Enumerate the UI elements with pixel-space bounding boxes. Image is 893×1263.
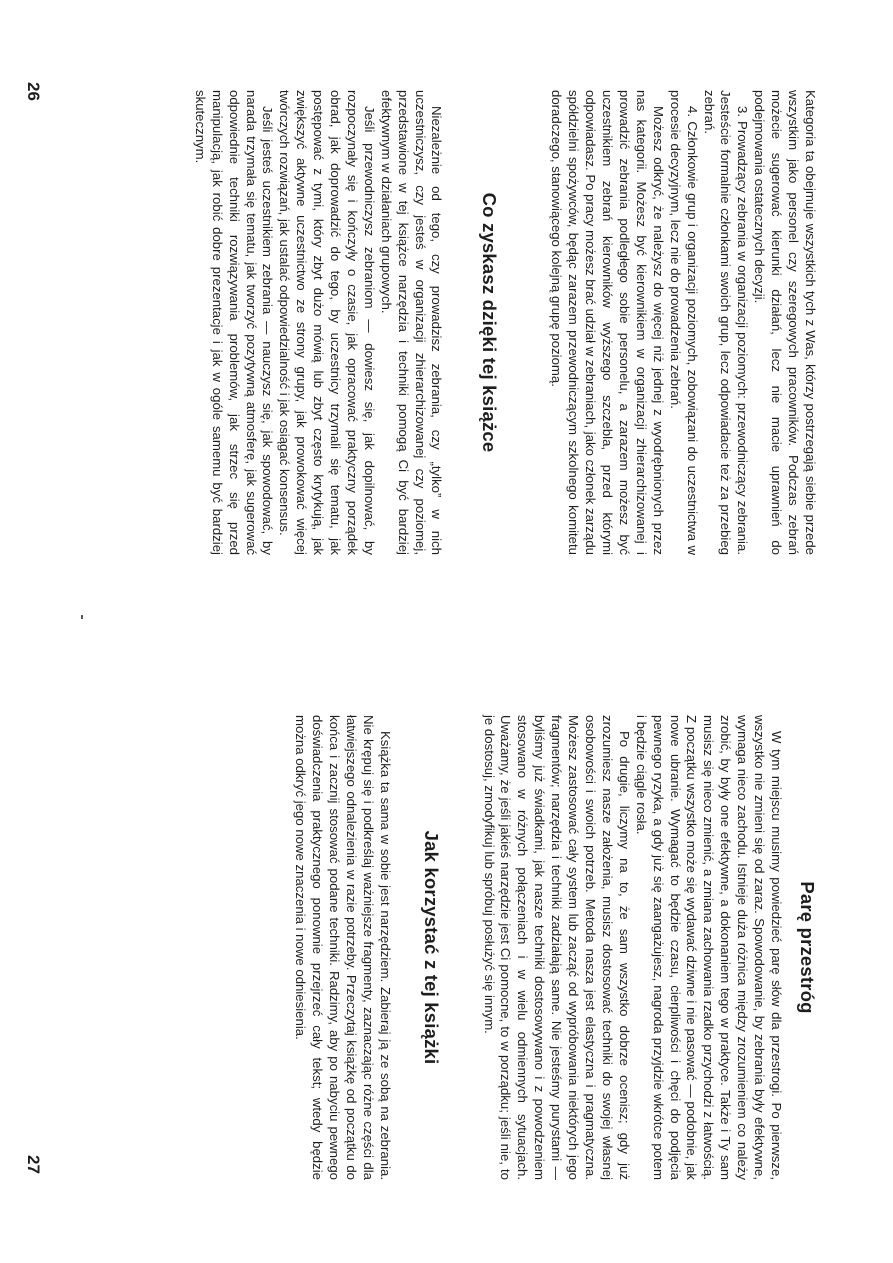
- paragraph: W tym miejscu musimy powiedzieć parę słów dla przestrogi. Po pierwsze, wszystko nie zmieni się od zaraz. Spowodowanie, by zebrania były efektywne, wymaga nieco zachodu. Istnieje duża różnica między zrozumieniem co należy zrobić, by były one efektywne, a dokonaniem tego w praktyce. Także i Ty sam musisz się nieco zmienić, a zmiana zachowania rzadko przychodzi z łatwością. Z początku wszystko może się wydawać dziwne i nie pasować — podobnie, jak nowe ubranie. Wymagać to będzie czasu, cierpliwości i chęci do podjęcia pewnego ryzyka, a gdy już się zaangażujesz, nagroda przyjdzie wkrótce potem i będzie ciągle rosła.: [633, 715, 784, 1180]
- scan-mark: [81, 615, 83, 619]
- paragraph: Książka ta sama w sobie jest narzędziem. Zabieraj ją ze sobą na zebrania. Nie krępuj się i podkreślaj ważniejsze fragmenty, zaznaczając różne części dla łatwiejszego odnalezienia w razie potrzeby. Przeczytaj książkę od początku do końca i zacznij stosować podane techniki. Radzimy, aby po nabyciu pewnego doświadczenia praktycznego ponownie przejrzeć cały tekst; wtedy będzie można odkryć jego nowe znaczenia i nowe odniesienia.: [293, 715, 393, 1180]
- paragraph: Możesz odkryć, że należysz do więcej niż jednej z wyodrębnionych przez nas kategorii. Możesz być kierownikiem w organizacji zhierarchizowanej i prowadzić zebrania podległego sobie personelu, a zarazem możesz być uczestnikiem zebrań kierowników wyższego szczebla, przed którymi odpowiadasz. Po pracy możesz brać udział w zebraniach, jako członek zarządu spółdzielni spożywców, będąc zarazem przewodniczącym szkolnego komitetu doradczego, stanowiącego kolejną grupę poziomą.: [549, 90, 666, 555]
- paragraph: Niezależnie od tego, czy prowadzisz zebrania, czy „tylko” w nich uczestniczysz, czy jesteś w organizacji zhierarchizowanej czy poziomej, przedstawione w tej książce narzędzia i techniki pomogą Ci być bardziej efektywnym w działaniach grupowych.: [378, 90, 445, 555]
- paragraph: Kategoria ta obejmuje wszystkich tych z Was, którzy postrzegają siebie przede wszystkim jako personel czy szeregowych pracowników. Podczas zebrań możecie sugerować kierunki działań, lecz nie macie uprawnień do podejmowania ostatecznych decyzji.: [752, 90, 818, 555]
- paragraph: Jeśli jesteś uczestnikiem zebrania — nauczysz się, jak spowodować, by narada trzymała się tematu, jak tworzyć pozytywną atmosferę, jak sugerować odpowiednie techniki rozwiązywania problemów, jak strzec się przed manipulacją, jak robić dobre prezentacje i jak w ogóle samemu być bardziej skutecznym.: [192, 90, 276, 555]
- left-page: [0, 0, 893, 630]
- paragraph: Jeśli przewodniczysz zebraniom — dowiesz się, jak dopilnować, by rozpoczynały się i kończyły o czasie, jak opracować praktyczny porządek obrad, jak doprowadzić do tego, by uczestnicy trzymali się tematu, jak postępować z tymi, który zbyt dużo mówią lub zbyt często krytykują, jak zwiększyć aktywne uczestnictwo ze strony grupy, jak prowokować więcej twórczych rozwiązań, jak ustalać odpowiedzialność i jak osiągać konsensus.: [277, 90, 377, 555]
- page-number: 27: [24, 1155, 43, 1174]
- right-page: [0, 633, 893, 1263]
- paragraph: Po drugie, liczymy na to, że sam wszystko dobrze ocenisz; gdy już zrozumiesz nasze założenia, musisz dostosować techniki do swojej własnej osobowości i swoich potrzeb. Metoda nasza jest elastyczna i pragmatyczna. Możesz zastosować cały system lub zacząć od wypróbowania niektórych jego fragmentów; narzędzia i techniki zadziałają same. Nie jesteśmy purystami — byliśmy już świadkami, jak nasze techniki dostosowywano i z powodzeniem stosowano w różnych połączeniach i w wielu odmiennych sytuacjach. Uważamy, że jeśli jakieś narzędzie jest Ci pomocne, to w porządku; jeśli nie, to je dostosuj, zmodyfikuj lub spróbuj posłużyć się innym.: [481, 715, 632, 1180]
- page-number: 26: [24, 82, 43, 101]
- right-page-text-column: [291, 715, 818, 1180]
- page-title: Parę przestróg: [797, 881, 818, 1014]
- left-page-text-column: [191, 90, 818, 555]
- section-heading: Co zyskasz dzięki tej książce: [479, 192, 501, 453]
- paragraph: 3. Prowadzący zebrania w organizacji poziomych: przewodniczący zebrania. Jesteście formalnie członkami swoich grup, lecz odpowiadacie też za przebieg zebrań.: [701, 90, 751, 555]
- section-heading: Jak korzystać z tej książki: [420, 830, 442, 1065]
- paragraph: 4. Członkowie grup i organizacji poziomych, zobowiązani do uczestnictwa w procesie decyzyjnym, lecz nie do prowadzenia zebrań.: [667, 90, 700, 555]
